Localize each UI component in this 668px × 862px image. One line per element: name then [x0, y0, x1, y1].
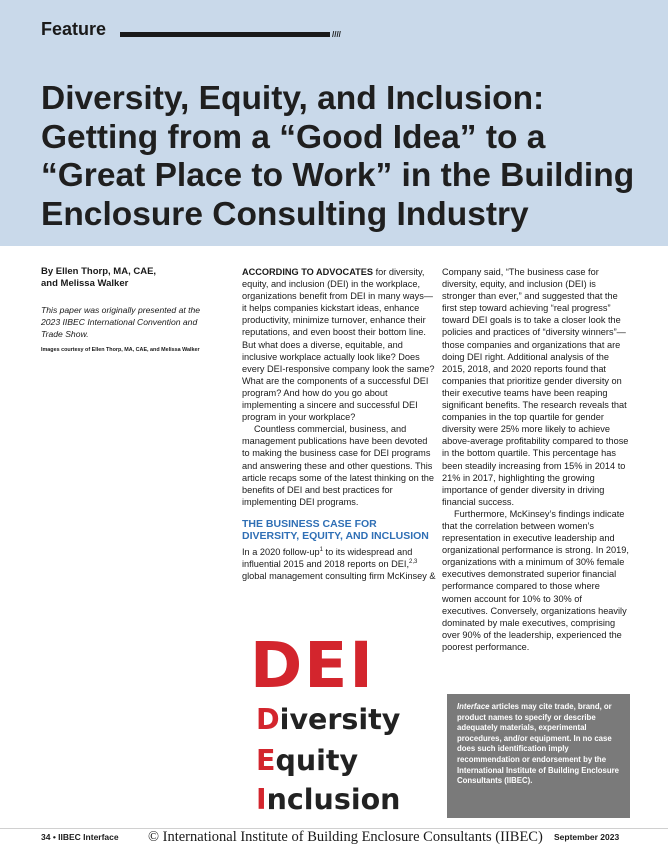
footer-copyright: © International Institute of Building Enclosure Consultants (IIBEC): [148, 829, 543, 845]
disclaimer-lead: Interface: [457, 702, 490, 711]
byline: [41, 266, 221, 290]
lead-in: ACCORDING TO ADVOCATES: [242, 267, 374, 277]
byline-line-1: By Ellen Thorp, MA, CAE,: [41, 266, 157, 277]
footnote-ref-2: 2,3: [409, 558, 418, 565]
logo-word-diversity: Diversity: [256, 703, 401, 736]
body-column-1: [242, 266, 436, 582]
subhead-business-case: THE BUSINESS CASE FOR DIVERSITY, EQUITY, AND INCLUSION: [242, 517, 429, 542]
body-column-2: [442, 266, 630, 653]
footnote-ref-1: 1: [319, 546, 323, 553]
byline-line-2: and Melissa Walker: [41, 278, 129, 289]
paragraph-5: Furthermore, McKinsey’s findings indicate that the correlation between women’s representation in executive leadership and organizational performance is strong. In 2019, organizations with a minimum of 30% female executives demonstrated superior financial performance compared to those where women account for 10% to 30% of executives. Conversely, organizations heavily dominated by male executives, comprising over 90% of the leadership, experienced the poorest performance.: [442, 508, 629, 652]
presentation-note: This paper was originally presented at the 2023 IIBEC International Convention and Trade Show.: [41, 305, 201, 339]
paragraph-3-b: to its widespread and influential 2015 and 2018 reports on DEI,: [242, 546, 413, 569]
paragraph-2: Countless commercial, business, and management publications have been devoted to making the business case for DEI programs and answering these and other questions. This article recaps some of the latest thinking on the benefits of DEI and best practices for implementing DEI programs.: [242, 424, 435, 507]
paragraph-3-a: In a 2020 follow-up: [242, 546, 320, 557]
paragraph-1-text: for diversity, equity, and inclusion (DEI) in the workplace, organizations benefit from DEI in many ways—it helps companies kickstart ideas, enhance productivity, minimize turnover, enhance their reputations, and even boost their bottom line. But what does a diverse, equitable, and inclusive workplace actually look like? Does every DEI-responsive company look the same? What are the components of a successful DEI program? And how do you go about implementing a sincere and successful DEI program in your workplace?: [242, 267, 435, 423]
paragraph-4: Company said, “The business case for diversity, equity, and inclusion (DEI) is stronger than ever,” and suggested that the first step toward achieving “real progress” toward DEI goals is to take a closer look the policies and practices of “diversity winners”—those companies and organizations that are doing DEI right. Additional analysis of the 2015, 2018, and 2020 reports found that companies that prioritize gender diversity on their executive teams have been reaping significant benefits. The research reveals that companies in the top quartile for gender diversity were 25% more likely to achieve above-average profitability compared to those in the bottom quartile. This percentage has been steadily increasing from 15% in 2014 to 21% in 2017, highlighting the growing importance of gender diversity in driving financial success.: [442, 267, 629, 507]
disclaimer-box: [447, 694, 630, 818]
section-label: Feature: [41, 19, 107, 39]
footer-date: September 2023: [554, 832, 620, 842]
dei-logo: [250, 629, 430, 820]
section-rule: [120, 32, 330, 37]
logo-word-equity: Equity: [256, 744, 359, 777]
paragraph-3: [242, 546, 436, 582]
disclaimer-text: articles may cite trade, brand, or product names to specify or describe adequately materials, experimental procedures, and/or equipment. In no case does such identification imply recommendation or endorsement by the International Institute of Building Enclosure Consultants (IIBEC).: [457, 702, 620, 786]
section-ticks: ////: [332, 30, 341, 39]
image-credit: Images courtesy of Ellen Thorp, MA, CAE, and Melissa Walker: [41, 347, 200, 353]
paragraph-1: [242, 266, 436, 423]
dei-acronym: DEI: [250, 629, 375, 702]
article-title: Diversity, Equity, and Inclusion: Getting from a “Good Idea” to a “Great Place to Work” in the Building Enclosure Consulting Industry: [41, 80, 635, 233]
logo-word-inclusion: Inclusion: [256, 783, 401, 816]
footer-page-number: 34 • IIBEC Interface: [41, 832, 119, 842]
paragraph-3-c: global management consulting firm McKinsey &: [242, 571, 436, 582]
